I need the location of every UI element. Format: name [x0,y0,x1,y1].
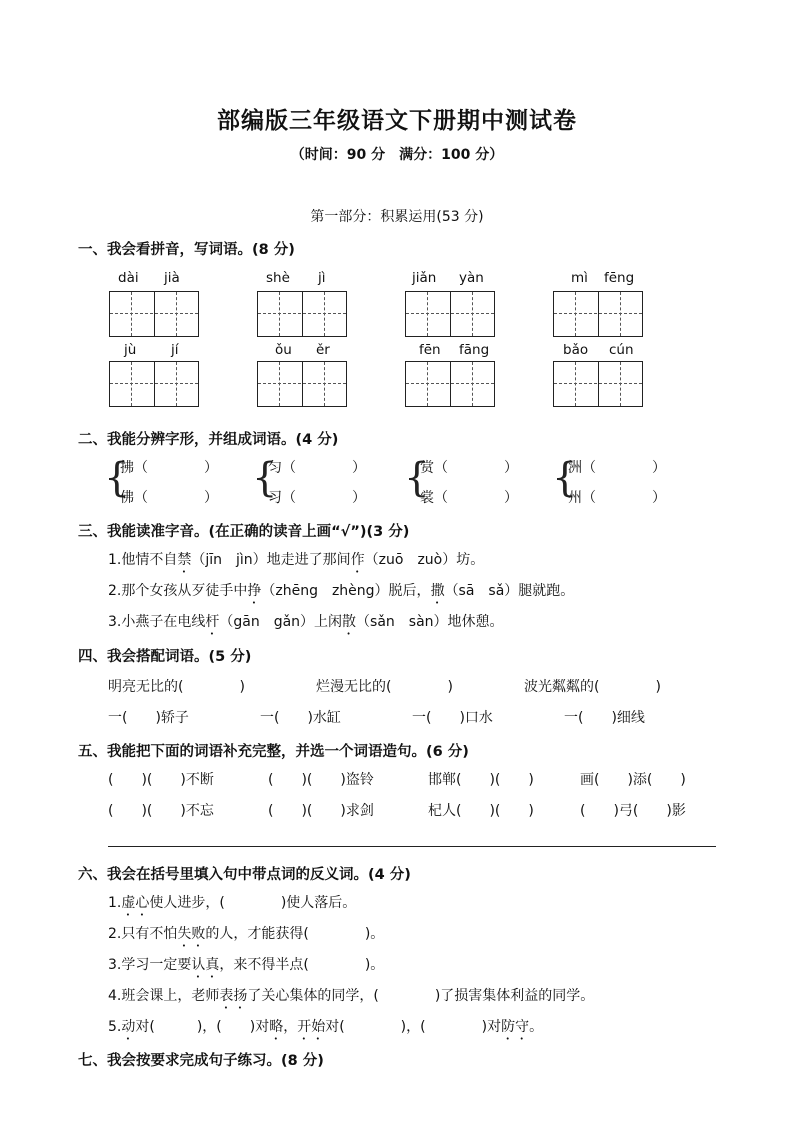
pinyin-1: mì [571,270,588,286]
section-4-title: 四、我会搭配词语。(5 分) [78,649,252,665]
match-item: 一( )水缸 [260,710,341,726]
match-item: 波光粼粼的( ) [524,679,661,695]
marked-char: 散 [342,614,357,630]
pair-top: 赏（ ） [420,460,518,476]
marked-char: 撒 [430,583,445,599]
idiom-item: ( )( )求剑 [268,803,374,819]
pinyin-1: shè [266,270,290,286]
section-6-title: 六、我会在括号里填入句中带点词的反义词。(4 分) [78,867,411,883]
marked-char: 作 [350,552,365,568]
marked-word: 失败 [177,926,206,942]
match-item: 一( )轿子 [108,710,189,726]
writing-grid[interactable] [257,291,347,337]
question-line: 1.虚心使人进步，( )使人落后。 [108,895,357,911]
pinyin-2: yàn [459,270,484,286]
part-heading: 第一部分：积累运用(53 分) [310,209,484,225]
pair-bottom: 佛（ ） [120,490,218,506]
writing-grid[interactable] [109,361,199,407]
idiom-item: ( )弓( )影 [580,803,686,819]
writing-grid[interactable] [553,361,643,407]
pinyin-1: bǎo [563,342,589,358]
pinyin-2: ěr [316,342,330,358]
pinyin-1: dài [118,270,139,286]
idiom-item: 杞人( )( ) [428,803,534,819]
marked-char: 杆 [205,614,220,630]
pinyin-1: fēn [419,342,441,358]
pinyin-2: jià [164,270,180,286]
idiom-item: 邯郸( )( ) [428,772,534,788]
brace-icon: { [404,455,430,501]
marked-word: 动 [121,1019,136,1035]
question-line: 2.那个女孩从歹徒手中挣（zhēng zhèng）脱后，撒（sā sǎ）腿就跑。 [108,583,575,599]
marked-word: 认真 [191,957,220,973]
writing-grid[interactable] [257,361,347,407]
exam-info: （时间：90 分 满分：100 分） [290,147,504,163]
marked-char: 禁 [177,552,192,568]
answer-line[interactable] [108,846,716,847]
question-line: 4.班会课上，老师表扬了关心集体的同学，( )了损害集体利益的同学。 [108,988,595,1004]
question-line: 5.动对( )，( )对略，开始对( )，( )对防守。 [108,1019,544,1035]
pair-bottom: 习（ ） [268,490,366,506]
pinyin-2: jí [171,342,179,358]
question-line: 2.只有不怕失败的人，才能获得( )。 [108,926,385,942]
pinyin-2: jì [318,270,326,286]
pinyin-1: jiǎn [412,270,437,286]
pinyin-2: cún [609,342,634,358]
idiom-item: ( )( )不断 [108,772,214,788]
marked-word: 略 [269,1019,284,1035]
page-title: 部编版三年级语文下册期中测试卷 [217,108,577,134]
idiom-item: ( )( )盗铃 [268,772,374,788]
pair-bottom: 裳（ ） [420,490,518,506]
marked-word: 开始 [297,1019,326,1035]
pair-top: 拂（ ） [120,460,218,476]
match-item: 一( )口水 [412,710,493,726]
match-item: 明亮无比的( ) [108,679,245,695]
section-7-title: 七、我会按要求完成句子练习。(8 分) [78,1053,324,1069]
pinyin-2: fāng [459,342,490,358]
question-line: 3.学习一定要认真，来不得半点( )。 [108,957,385,973]
marked-char: 挣 [247,583,262,599]
pinyin-1: jù [124,342,137,358]
match-item: 烂漫无比的( ) [316,679,453,695]
question-line: 1.他情不自禁（jīn jìn）地走进了那间作（zuō zuò）坊。 [108,552,485,568]
marked-word: 表扬 [219,988,248,1004]
brace-icon: { [252,455,278,501]
pinyin-2: fēng [604,270,635,286]
pair-top: 匀（ ） [268,460,366,476]
brace-icon: { [552,455,578,501]
pair-top: 洲（ ） [568,460,666,476]
idiom-item: ( )( )不忘 [108,803,214,819]
match-item: 一( )细线 [564,710,645,726]
writing-grid[interactable] [553,291,643,337]
idiom-item: 画( )添( ) [580,772,686,788]
section-5-title: 五、我能把下面的词语补充完整，并选一个词语造句。(6 分) [78,744,469,760]
marked-word: 防守 [501,1019,530,1035]
question-line: 3.小燕子在电线杆（gān gǎn）上闲散（sǎn sàn）地休憩。 [108,614,504,630]
section-1-title: 一、我会看拼音，写词语。(8 分) [78,242,295,258]
pinyin-1: ǒu [275,342,292,358]
writing-grid[interactable] [405,291,495,337]
brace-icon: { [104,455,130,501]
writing-grid[interactable] [405,361,495,407]
section-2-title: 二、我能分辨字形，并组成词语。(4 分) [78,432,339,448]
section-3-title: 三、我能读准字音。(在正确的读音上画“√”)(3 分) [78,524,410,540]
pair-bottom: 州（ ） [568,490,666,506]
writing-grid[interactable] [109,291,199,337]
marked-word: 虚心 [121,895,150,911]
